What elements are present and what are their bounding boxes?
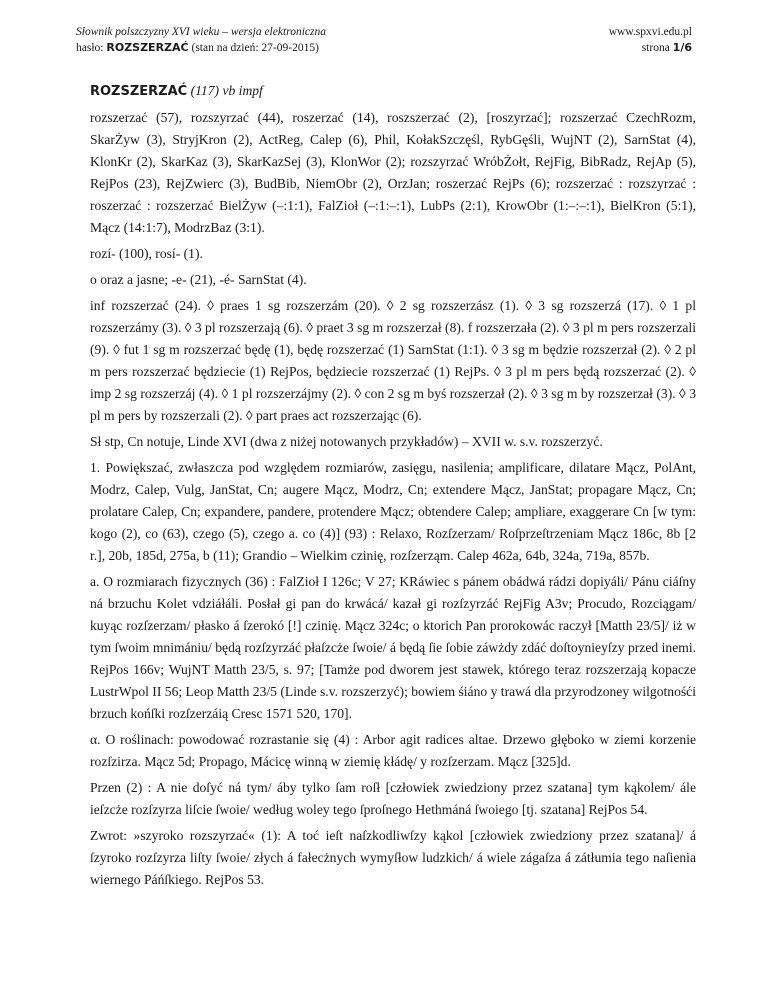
page-label: strona [641,42,673,54]
entry-inflection: inf rozszerzać (24). ◊ praes 1 sg rozszerzám (20). ◊ 2 sg rozszerzász (1). ◊ 3 sg rozszerzá (17). ◊ 1 pl rozszerzámy (3). ◊ 3 pl rozszerzają (6). ◊ praet 3 sg m rozszerzał (8). f rozszerzała (2). ◊ 3 pl m pers rozszerzali (9). ◊ fut 1 sg m rozszerzać będę (1), będę rozszerzać (1) SarnStat (1:1). ◊ 3 sg m będzie rozszerzał (2). ◊ 2 pl m pers rozszerzać będziecie (1) RejPos, będziecie rozszerzać (1) RejPs. ◊ 3 pl m pers będą rozszerzać (2). ◊ imp 2 sg rozszerzáj (4). ◊ 1 pl rozszerzájmy (2). ◊ con 2 sg m byś rozszerzał (2). ◊ 3 sg m by rozszerzał (3). ◊ 3 pl m pers by rozszerzali (2). ◊ part praes act rozszerzając (6). [90,298,696,423]
header-right [609,24,692,56]
header-left [76,24,326,56]
entry-headword: ROZSZERZAĆ [90,84,188,99]
entry-title [90,80,696,103]
site-url: www.spxvi.edu.pl [608,26,692,38]
entry-body [90,80,696,895]
entry-spelling: rozí- (100), rosí- (1). [90,246,203,261]
dictionary-title: Słownik polszczyzny XVI wieku – wersja elektroniczna [76,26,326,38]
sense-1a-alpha: α. O roślinach: powodować rozrastanie się (4) : Arbor agit radices altae. Drzewo głęboko w ziemi korzenie rozſzirza. Mącz 5d; Propago, Mácicę winną w ziemię kłádę/ y rozſzerzam. Mącz [325]d. [90,732,696,769]
entry-date: (stan na dzień: 27-09-2015) [188,42,319,54]
entry-variants: rozszerzać (57), rozszyrzać (44), roszerzać (14), roszszerzać (2), [roszyrzać]; rozszerzać CzechRozm, SkarŻyw (3), StryjKron (2), ActReg, Calep (6), Phil, KołakSzczęśl, RybGęśli, WujNT (2), SarnStat (4), KlonKr (2), SkarKaz (3), SkarKazSej (3), KlonWor (2); rozszyrzać WróbŻołt, RejFig, BibRadz, RejAp (5), RejPos (23), RejZwierc (3), BudBib, NiemObr (2), OrzJan; roszerzać RejPs (6); rozszerzać : rozszyrzać : roszerzać : rozszerzać BielŻyw (–:1:1), FalZioł (–:1:–:1), LubPs (2:1), KrowObr (1:–:–:1), BielKron (5:1), Mącz (14:1:7), ModrzBaz (3:1). [90,110,696,235]
entry-references: Sł stp, Cn notuje, Linde XVI (dwa z niżej notowanych przykładów) – XVII w. s.v. rozszerzyć. [90,434,603,449]
sense-1a: a. O rozmiarach fizycznych (36) : FalZioł I 126c; V 27; KRáwiec s pánem obádwá rádzi dopiyáli/ Pánu ciáſny ná brzuchu Kolet vdziáłáli. Posłał gi pan do krwácá/ kazał gi rozſzyrzáć RejFig A3v; Procudo, Rozciągam/ kuyąc rozſzerzam/ płasko á ſzerokó [!] czinię. Mącz 324c; o ktorich Pan prorokowác raczył [Matth 23/5]/ iż w tym ſwoim mnimániu/ będą rozſzyrzáć płaſzcże ſwoie/ á będą ſie ſobie záwżdy zdáć doſtoynieyſzy przed inemi. RejPos 166v; WujNT Matth 23/5, s. 97; [Tamże pod dworem jest stawek, którego teraz rozszerzają kopacze LustrWpol II 56; Leop Matth 23/5 (Linde s.v. rozszerzyć); bowiem śiáno y trawá dla przyrodzoney wilgotnośći brzuch końſki rozſzerzáią Cresc 1571 520, 170]. [90,574,696,721]
entry-grammar: (117) vb impf [190,83,263,98]
entry-label: hasło: [76,42,107,54]
sense-figurative: Przen (2) : A nie doſyć ná tym/ áby tylko ſam roſł [człowiek zwiedziony przez szatana] tym kąkolem/ ále ieſzcże rozſzyrza liſcie ſwoie/ według woley tego ſproſnego Hethmáná ſwoiego [tj. szatana] RejPos 54. [90,780,696,817]
header-headword: ROZSZERZAĆ [106,41,189,54]
sense-1: 1. Powiększać, zwłaszcza pod względem rozmiarów, zasięgu, nasilenia; amplificare, dilatare Mącz, PolAnt, Modrz, Calep, Vulg, JanStat, Cn; augere Mącz, Modrz, Cn; extendere Mącz, JanStat; propagare Mącz, Cn; prolatare Calep, Cn; expandere, pandere, protendere Mącz; obtendere Calep; ampliare, exaggerare Cn [w tym: kogo (2), co (63), czego (5), czego a. co (4)] (93) : Relaxo, Rozſzerzam/ Roſprzeſtrzeniam Mącz 186c, 8b [2 r.], 20b, 185d, 275a, b (11); Grandio – Wielkim czinię, rozſzerząm. Calep 462a, 64b, 324a, 719a, 857b. [90,460,696,563]
sense-phrase: Zwrot: »szyroko rozszyrzać« (1): A toć ieſt naſzkodliwſzy kąkol [człowiek zwiedziony przez szatana]/ á ſzyroko rozſzyrza liſty ſwoie/ złych á fałecżnych wymyſłow ludzkich/ á wiele zágaſza á zátłumia tego naſienia wiernego Páńſkiego. RejPos 53. [90,828,696,887]
page-number: 1/6 [672,41,692,54]
entry-vowels: o oraz a jasne; -e- (21), -é- SarnStat (4). [90,272,307,287]
